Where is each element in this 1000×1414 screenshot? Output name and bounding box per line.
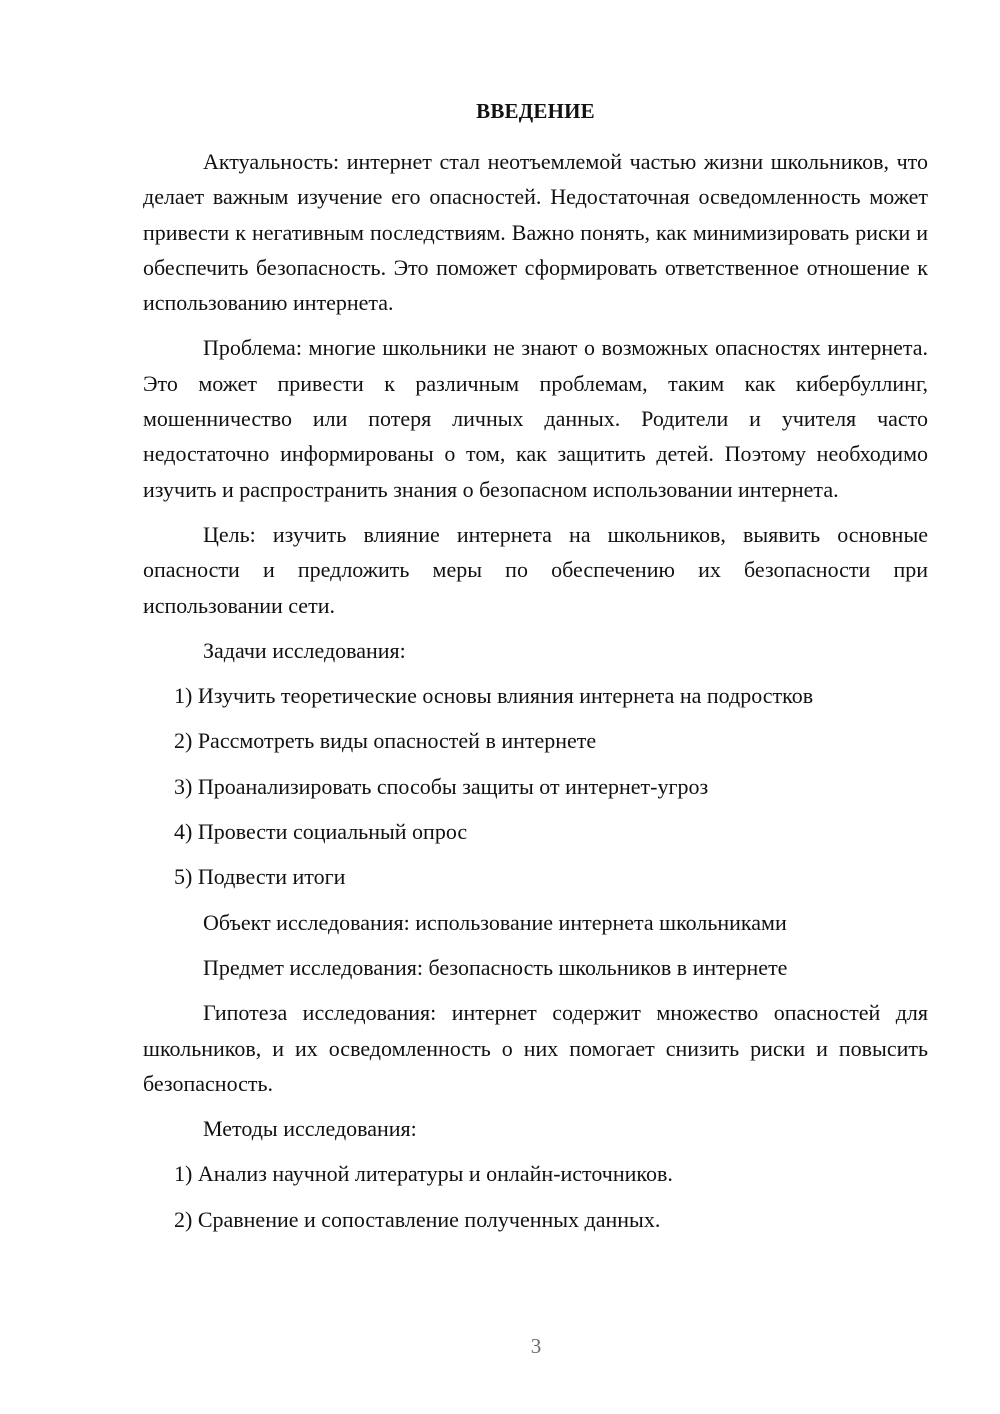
- problem-paragraph: Проблема: многие школьники не знают о возможных опасностях интернета. Это может привести к различным проблемам, таким как кибербуллинг, мошенничество или потеря личных данных. Родители и учителя часто недостаточно информированы о том, как защитить детей. Поэтому необходимо изучить и распространить знания о безопасном использовании интернета.: [143, 335, 928, 502]
- method-item-2: 2) Сравнение и сопоставление полученных данных.: [174, 1206, 661, 1232]
- relevance-paragraph: Актуальность: интернет стал неотъемлемой частью жизни школьников, что делает важным изучение его опасностей. Недостаточная осведомленность может привести к негативным последствиям. Важно понять, как минимизировать риски и обеспечить безопасность. Это поможет сформировать ответственное отношение к использованию интернета.: [143, 149, 928, 316]
- task-item-2: 2) Рассмотреть виды опасностей в интернете: [174, 728, 597, 754]
- task-item-5: 5) Подвести итоги: [174, 864, 346, 890]
- tasks-heading: Задачи исследования:: [203, 637, 406, 663]
- methods-heading: Методы исследования:: [203, 1116, 417, 1142]
- section-title: ВВЕДЕНИЕ: [476, 99, 595, 123]
- task-item-3: 3) Проанализировать способы защиты от интернет-угроз: [174, 773, 709, 799]
- page-number: 3: [530, 1334, 542, 1358]
- method-item-1: 1) Анализ научной литературы и онлайн-источников.: [174, 1161, 673, 1187]
- goal-paragraph: Цель: изучить влияние интернета на школьников, выявить основные опасности и предложить меры по обеспечению их безопасности при использовании сети.: [143, 521, 928, 618]
- research-subject: Предмет исследования: безопасность школьников в интернете: [203, 954, 788, 980]
- hypothesis-paragraph: Гипотеза исследования: интернет содержит множество опасностей для школьников, и их осведомленность о них помогает снизить риски и повысить безопасность.: [143, 1000, 928, 1096]
- page-content: [143, 96, 928, 1247]
- task-item-4: 4) Провести социальный опрос: [174, 819, 468, 845]
- research-object: Объект исследования: использование интернета школьниками: [203, 909, 787, 935]
- task-item-1: 1) Изучить теоретические основы влияния интернета на подростков: [174, 683, 814, 709]
